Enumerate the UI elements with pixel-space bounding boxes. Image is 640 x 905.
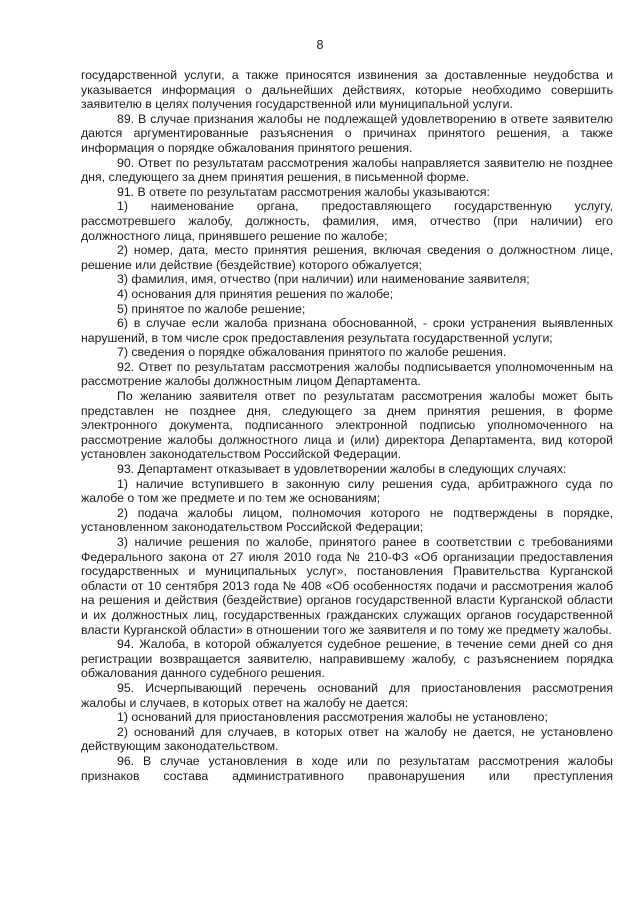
page-number: 8 <box>316 38 324 52</box>
paragraph-91: 91. В ответе по результатам рассмотрения жалобы указываются: <box>117 184 490 199</box>
list-item-91-7: 7) сведения о порядке обжалования принятого по жалобе решения. <box>117 345 507 360</box>
paragraph-92: 92. Ответ по результатам рассмотрения жалобы подписывается уполномоченным на рассмотрение жалобы должностным лицом Департамента. <box>81 359 613 389</box>
list-item-91-1: 1) наименование органа, предоставляющего государственную услугу, рассмотревшего жалобу, должность, фамилия, имя, отчество (при наличии) его должностного лица, принявшего решение по жалобе; <box>81 199 613 243</box>
list-item-93-2: 2) подача жалобы лицом, полномочия которого не подтверждены в порядке, установленном законодательством Российской Федерации; <box>81 505 613 535</box>
paragraph-89: 89. В случае признания жалобы не подлежащей удовлетворению в ответе заявителю даются аргументированные разъяснения о причинах принятого решения, а также информация о порядке обжалования принятого решения. <box>81 111 613 155</box>
paragraph-93: 93. Департамент отказывает в удовлетворении жалобы в следующих случаях: <box>117 462 567 477</box>
paragraph-90: 90. Ответ по результатам рассмотрения жалобы направляется заявителю не позднее дня, следующего за днем принятия решения, в письменной форме. <box>81 155 613 185</box>
list-item-91-6: 6) в случае если жалоба признана обоснованной, - сроки устранения выявленных нарушений, в том числе срок предоставления результата государственной услуги; <box>81 316 613 345</box>
paragraph-95: 95. Исчерпывающий перечень оснований для приостановления рассмотрения жалобы и случаев, в которых ответ на жалобу не дается: <box>81 680 613 710</box>
paragraph-96: 96. В случае установления в ходе или по результатам рассмотрения жалобы признаков состава административного правонарушения или преступления <box>81 753 613 783</box>
paragraph-continuation: государственной услуги, а также приносятся извинения за доставленные неудобства и указывается информация о дальнейших действиях, которые необходимо совершить заявителю в целях получения государственной или муниципальной услуги. <box>81 68 613 112</box>
list-item-95-1: 1) оснований для приостановления рассмотрения жалобы не установлено; <box>117 710 548 725</box>
paragraph-94: 94. Жалоба, в которой обжалуется судебное решение, в течение семи дней со дня регистрации возвращается заявителю, направившему жалобу, с разъяснением порядка обжалования данного судебного решения. <box>81 637 613 681</box>
document-body <box>81 68 613 783</box>
list-item-91-5: 5) принятое по жалобе решение; <box>117 301 306 316</box>
list-item-93-3: 3) наличие решения по жалобе, принятого ранее в соответствии с требованиями Федерального закона от 27 июля 2010 года № 210-ФЗ «Об организации предоставления государственных и муниципальных услуг», постановления Правительства Курганской области от 10 сентября 2013 года № 408 «Об особенностях подачи и рассмотрения жалоб на решения и действия (бездействие) органов государственной власти Курганской области и их должностных лиц, государственных гражданских служащих органов государственной власти Курганской области» в отношении того же заявителя и по тому же предмету жалобы. <box>81 535 613 637</box>
paragraph-92-electronic: По желанию заявителя ответ по результатам рассмотрения жалобы может быть представлен не позднее дня, следующего за днем принятия решения, в форме электронного документа, подписанного электронной подписью уполномоченного на рассмотрение жалобы должностного лица и (или) директора Департамента, вид которой установлен законодательством Российской Федерации. <box>81 389 613 462</box>
list-item-91-3: 3) фамилия, имя, отчество (при наличии) или наименование заявителя; <box>117 272 530 287</box>
list-item-91-4: 4) основания для принятия решения по жалобе; <box>117 286 394 301</box>
list-item-95-2: 2) оснований для случаев, в которых ответ на жалобу не дается, не установлено действующим законодательством. <box>81 724 613 754</box>
list-item-93-1: 1) наличие вступившего в законную силу решения суда, арбитражного суда по жалобе о том же предмете и по тем же основаниям; <box>81 476 613 506</box>
list-item-91-2: 2) номер, дата, место принятия решения, включая сведения о должностном лице, решение или действие (бездействие) которого обжалуется; <box>81 243 613 272</box>
